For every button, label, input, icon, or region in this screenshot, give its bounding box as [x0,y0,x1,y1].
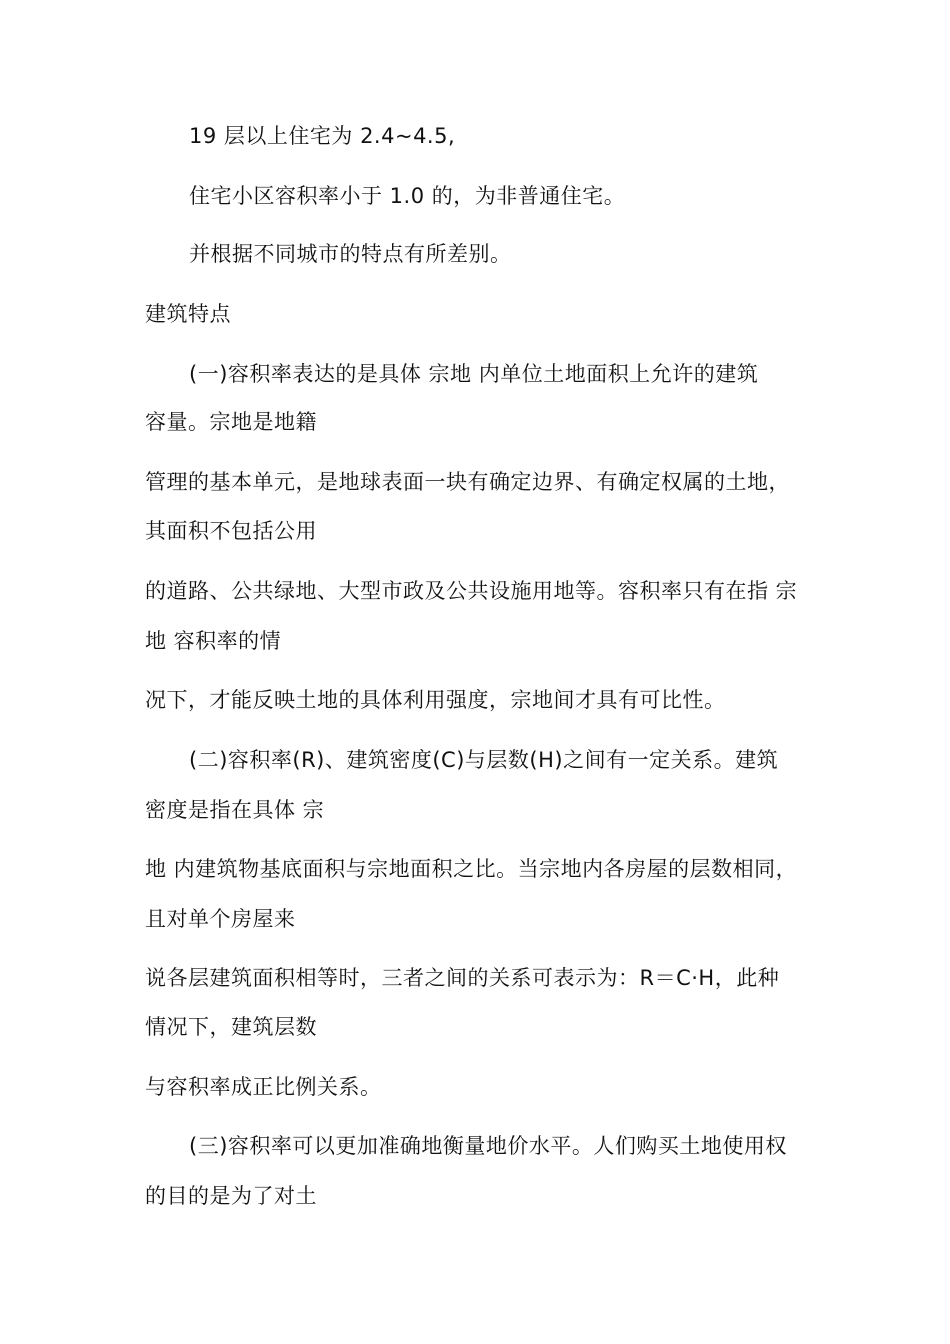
text-line: 其面积不包括公用 [145,519,317,543]
text-line: 况下，才能反映土地的具体利用强度，宗地间才具有可比性。 [145,688,726,712]
text-line: 情况下，建筑层数 [145,1015,317,1039]
text-line: 并根据不同城市的特点有所差别。 [189,242,512,266]
text-line: 且对单个房屋来 [145,907,296,931]
text-line: 地 内建筑物基底面积与宗地面积之比。当宗地内各房屋的层数相同， [145,857,798,881]
text-line: 住宅小区容积率小于 1.0 的，为非普通住宅。 [189,184,626,208]
text-line: 说各层建筑面积相等时，三者之间的关系可表示为：R＝C·H，此种 [145,966,780,990]
text-line: (三)容积率可以更加准确地衡量地价水平。人们购买土地使用权 [189,1134,787,1158]
section-heading: 建筑特点 [145,302,231,326]
text-line: 与容积率成正比例关系。 [145,1075,382,1099]
text-line: 的目的是为了对土 [145,1184,317,1208]
text-line: 管理的基本单元，是地球表面一块有确定边界、有确定权属的土地， [145,470,790,494]
text-line: (一)容积率表达的是具体 宗地 内单位土地面积上允许的建筑 [189,362,759,386]
text-line: 地 容积率的情 [145,629,282,653]
text-line: 19 层以上住宅为 2.4~4.5, [189,124,456,148]
text-line: 密度是指在具体 宗 [145,798,325,822]
text-line: (二)容积率(R)、建筑密度(C)与层数(H)之间有一定关系。建筑 [189,748,779,772]
text-line: 容量。宗地是地籍 [145,410,317,434]
text-line: 的道路、公共绿地、大型市政及公共设施用地等。容积率只有在指 宗 [145,579,798,603]
